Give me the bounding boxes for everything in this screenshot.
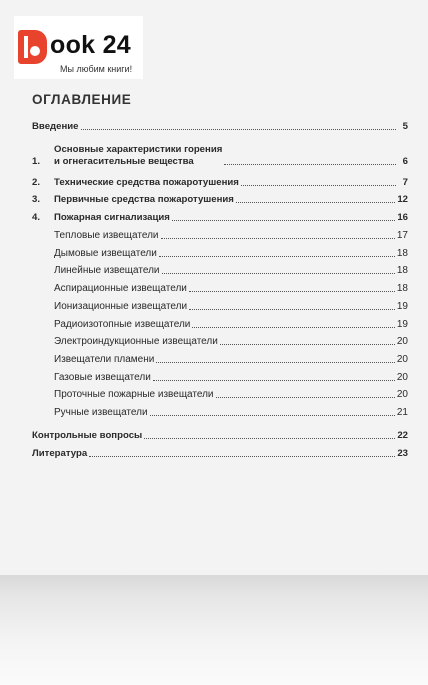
toc-entry-label: Контрольные вопросы: [32, 430, 143, 441]
toc-entry-label: Литература: [32, 448, 88, 459]
toc-subentry-page: 20: [396, 372, 408, 383]
toc-subentry: [32, 319, 408, 331]
leader-dots: [189, 309, 395, 310]
leader-dots: [172, 220, 395, 221]
toc-entry: [32, 144, 408, 168]
logo-tagline: Мы любим книги!: [60, 64, 133, 74]
toc-entry-number: 2.: [32, 177, 41, 188]
toc-title: ОГЛАВЛЕНИЕ: [32, 92, 132, 107]
toc-subentry: [32, 389, 408, 401]
leader-dots: [156, 362, 395, 363]
toc-entry-label: Технические средства пожаротушения: [54, 177, 239, 188]
toc-subentry-page: 18: [396, 248, 408, 259]
toc-subentry: [32, 265, 408, 277]
leader-dots: [162, 273, 395, 274]
toc-subentry-page: 19: [396, 319, 408, 330]
leader-dots: [159, 256, 395, 257]
toc-subentry-label: Газовые извещатели: [54, 372, 151, 383]
toc-subentry: [32, 407, 408, 419]
toc-subentry-label: Извещатели пламени: [54, 354, 155, 365]
toc-entry-number: 1.: [32, 156, 41, 167]
toc-entry: [32, 194, 408, 206]
toc-entry-label: Введение: [32, 121, 79, 132]
toc-entry-label: Первичные средства пожаротушения: [54, 194, 234, 205]
toc-entry: [32, 177, 408, 189]
toc-entry-page: 12: [397, 194, 408, 205]
logo-wordmark: ook 24: [50, 31, 131, 59]
toc-entry-label-line1: Основные характеристики горения: [54, 144, 223, 155]
toc-entry-page: 5: [402, 121, 408, 132]
leader-dots: [150, 415, 395, 416]
leader-dots: [241, 185, 396, 186]
toc-subentry: [32, 230, 408, 242]
toc-entry-page: 16: [397, 212, 408, 223]
toc-entry: [32, 121, 408, 133]
toc-subentry-label: Линейные извещатели: [54, 265, 160, 276]
leader-dots: [81, 129, 397, 130]
leader-dots: [220, 344, 395, 345]
toc-entry-page: 6: [402, 156, 408, 167]
toc-subentry-page: 20: [396, 336, 408, 347]
toc-subentry-page: 20: [396, 389, 408, 400]
page-shadow: [0, 575, 428, 685]
toc-entry: [32, 448, 408, 460]
toc-entry-number: 3.: [32, 194, 41, 205]
book24-logo[interactable]: [14, 16, 143, 79]
toc-entry-page: 7: [402, 177, 408, 188]
toc-entry: [32, 430, 408, 442]
toc-subentry-page: 21: [396, 407, 408, 418]
toc-subentry-page: 18: [396, 283, 408, 294]
leader-dots: [153, 380, 395, 381]
toc-subentry-label: Ионизационные извещатели: [54, 301, 188, 312]
toc-entry-page: 23: [397, 448, 408, 459]
toc-subentry: [32, 336, 408, 348]
toc-subentry-page: 18: [396, 265, 408, 276]
leader-dots: [189, 291, 395, 292]
leader-dots: [216, 397, 395, 398]
toc-subentry-page: 17: [396, 230, 408, 241]
toc-subentry-label: Электроиндукционные извещатели: [54, 336, 218, 347]
toc-subentry-label: Аспирационные извещатели: [54, 283, 187, 294]
toc-entry: [32, 212, 408, 224]
toc-subentry: [32, 283, 408, 295]
toc-entry-page: 22: [397, 430, 408, 441]
leader-dots: [192, 327, 394, 328]
toc-subentry: [32, 354, 408, 366]
toc-subentry-label: Радиоизотопные извещатели: [54, 319, 191, 330]
toc-subentry-label: Тепловые извещатели: [54, 230, 159, 241]
toc-subentry-label: Проточные пожарные извещатели: [54, 389, 214, 400]
toc-subentry: [32, 301, 408, 313]
toc-subentry-label: Ручные извещатели: [54, 407, 148, 418]
toc-subentry-label: Дымовые извещатели: [54, 248, 157, 259]
leader-dots: [89, 456, 395, 457]
toc-subentry: [32, 372, 408, 384]
toc-subentry-page: 19: [396, 301, 408, 312]
toc-entry-label: и огнегасительные вещества: [54, 156, 194, 167]
leader-dots: [144, 438, 395, 439]
leader-dots: [161, 238, 395, 239]
toc-entry-label: Пожарная сигнализация: [54, 212, 170, 223]
toc-subentry-page: 20: [396, 354, 408, 365]
leader-dots: [236, 202, 395, 203]
book-b-icon: [18, 30, 47, 64]
leader-dots: [224, 164, 396, 165]
toc-subentry: [32, 248, 408, 260]
toc-entry-number: 4.: [32, 212, 41, 223]
